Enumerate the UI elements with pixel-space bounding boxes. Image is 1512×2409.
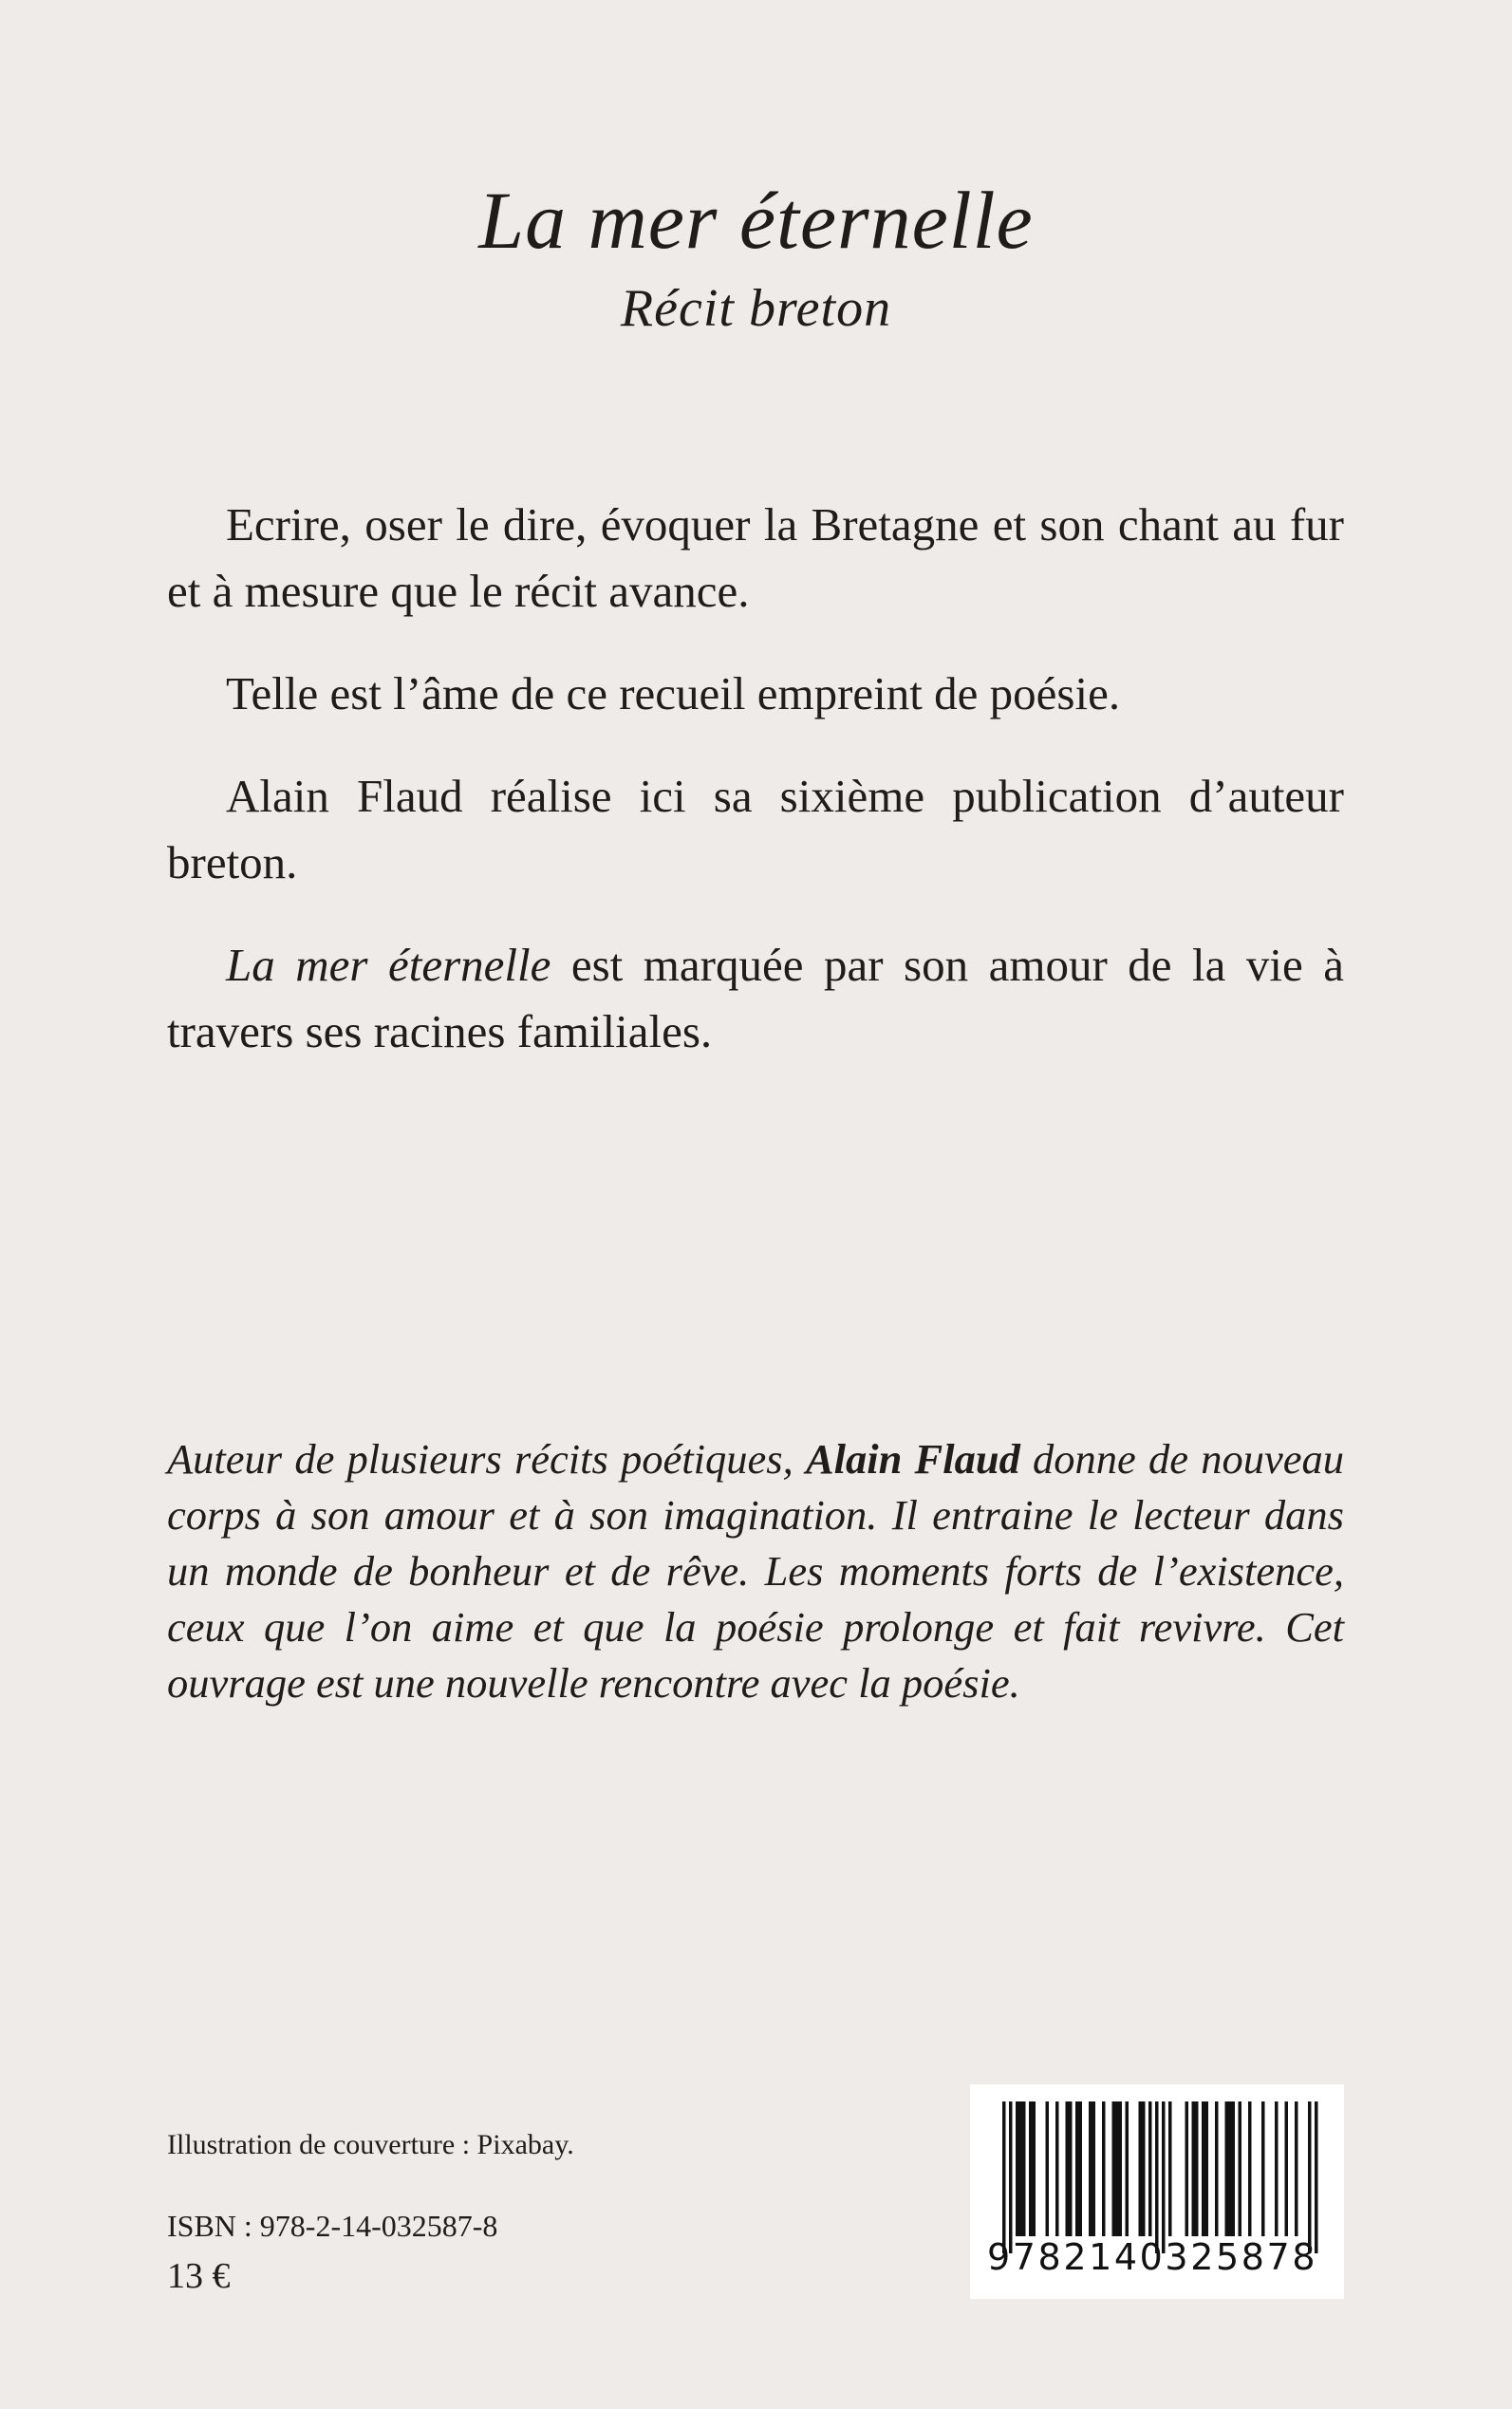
author-bio-text: donne de nouveau corps à son amour et à son imagination. Il entraine le lecteur dans un monde de bonheur et de rêve. Les moments forts de l’existence, ceux que l’on aime et que la poésie prolonge et fait revivre. Cet ouvrage est une nouvelle rencontre avec la poésie. [167, 1435, 1344, 1707]
book-title: La mer éternelle [478, 175, 1034, 266]
blurb [167, 492, 1344, 1101]
barcode-bar [1195, 2101, 1199, 2236]
barcode-bar [1148, 2101, 1152, 2236]
price: 13 € [167, 2256, 231, 2296]
barcode-bar [1139, 2101, 1143, 2236]
barcode-bar [1075, 2101, 1079, 2236]
barcode-bar [1016, 2101, 1019, 2236]
barcode-bar [1185, 2101, 1189, 2236]
barcode-bar [1202, 2101, 1205, 2236]
barcode-bar [1239, 2101, 1242, 2236]
barcode-bar [1315, 2101, 1318, 2253]
barcode-bar [1055, 2101, 1059, 2236]
barcode-bar [1029, 2101, 1033, 2236]
isbn: ISBN : 978-2-14-032587-8 [167, 2209, 498, 2243]
barcode-bar [1102, 2101, 1106, 2236]
barcode-bar [1033, 2101, 1036, 2236]
blurb-book-title: La mer éternelle [226, 939, 551, 991]
barcode-bar [1046, 2101, 1050, 2236]
barcode-bar [1285, 2101, 1289, 2236]
barcode-bar [1022, 2101, 1026, 2236]
barcode-digits: 9782140325878 [987, 2236, 1318, 2278]
barcode-bar [1232, 2101, 1236, 2236]
blurb-paragraph-4-text: est marquée par son amour de la vie à travers ses racines familiales. [167, 939, 1344, 1057]
barcode-bar [1115, 2101, 1119, 2236]
barcode-bar [1261, 2101, 1265, 2236]
barcode-bar [1192, 2101, 1196, 2236]
barcode-bar [1019, 2101, 1023, 2236]
barcode [970, 2084, 1344, 2299]
barcode-bar [1155, 2101, 1159, 2253]
illustration-credit: Illustration de couverture : Pixabay. [167, 2129, 574, 2160]
barcode-bar [1308, 2101, 1312, 2253]
barcode-bar [1112, 2101, 1116, 2236]
author-name: Alain Flaud [805, 1435, 1020, 1483]
barcode-bar [1248, 2101, 1252, 2236]
barcode-bar [1092, 2101, 1096, 2236]
barcode-bar [1069, 2101, 1073, 2236]
blurb-paragraph-3: Alain Flaud réalise ici sa sixième publication d’auteur breton. [167, 770, 1344, 888]
barcode-bar [1009, 2101, 1013, 2253]
barcode-bar [1168, 2101, 1172, 2236]
barcode-bar [1089, 2101, 1092, 2236]
barcode-bar [1205, 2101, 1209, 2236]
blurb-paragraph-2: Telle est l’âme de ce recueil empreint de poésie. [226, 667, 1121, 719]
barcode-bar [1002, 2101, 1006, 2253]
barcode-bar [1079, 2101, 1083, 2236]
book-subtitle: Récit breton [620, 279, 892, 338]
barcode-bar [1215, 2101, 1219, 2236]
barcode-bar [1142, 2101, 1146, 2236]
barcode-bar [1225, 2101, 1229, 2236]
blurb-paragraph-1: Ecrire, oser le dire, évoquer la Bretagne et son chant au fur et à mesure que le récit avance. [167, 498, 1344, 617]
barcode-bar [1126, 2101, 1129, 2236]
barcode-bar [1295, 2101, 1298, 2236]
barcode-bar [1119, 2101, 1123, 2236]
barcode-bar [1275, 2101, 1279, 2236]
author-bio [167, 1431, 1344, 1711]
barcode-bar [1228, 2101, 1232, 2236]
author-bio-intro: Auteur de plusieurs récits poétiques, [167, 1435, 806, 1483]
barcode-bar [1162, 2101, 1166, 2253]
blurb-paragraph-4 [167, 932, 1344, 1065]
barcode-bar [1066, 2101, 1070, 2236]
